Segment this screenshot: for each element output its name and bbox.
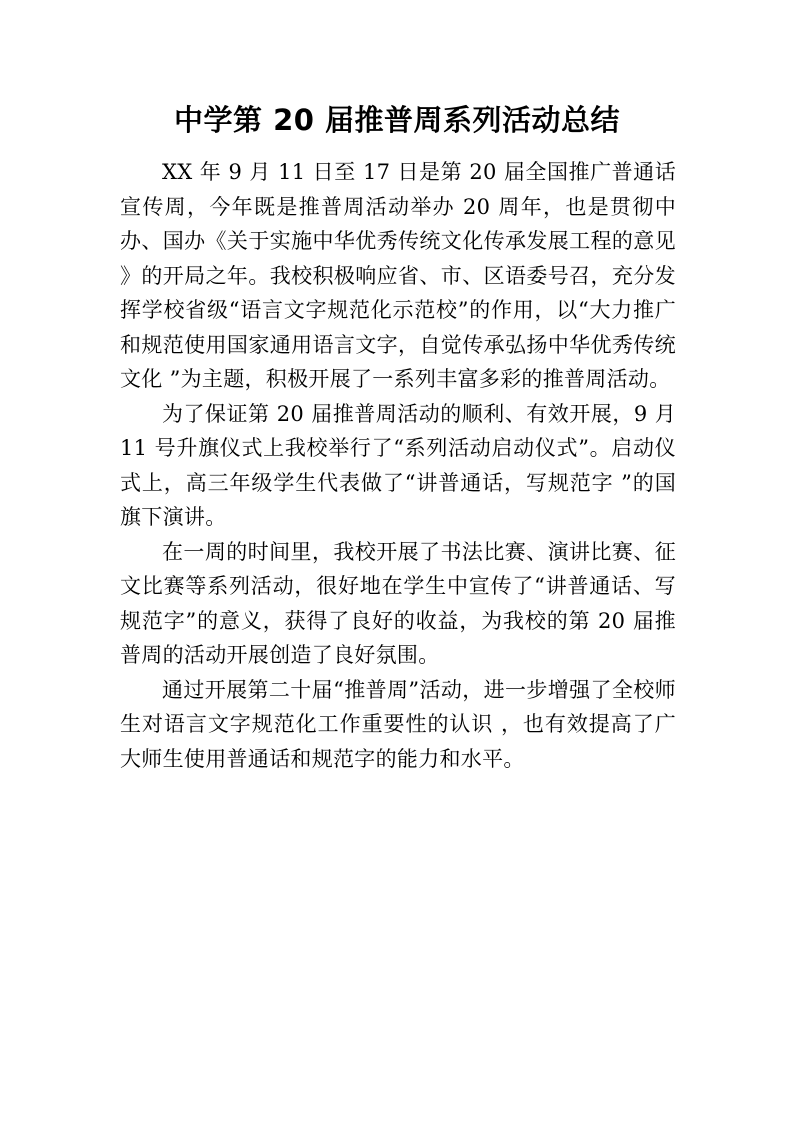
document-body	[120, 155, 676, 776]
paragraph-1: XX 年 9 月 11 日至 17 日是第 20 届全国推广普通话宣传周，今年既是推普周活动举办 20 周年，也是贯彻中办、国办《关于实施中华优秀传统文化传承发展工程的意见 》的开局之年。我校积极响应省、市、区语委号召，充分发挥学校省级“语言文字规范化示范校”的作用，以“大力推广和规范使用国家通用语言文字，自觉传承弘扬中华优秀传统文化 ”为主题，积极开展了一系列丰富多彩的推普周活动。	[120, 160, 676, 391]
paragraph-4: 通过开展第二十届“推普周”活动，进一步增强了全校师生对语言文字规范化工作重要性的认识 ，也有效提高了广大师生使用普通话和规范字的能力和水平。	[120, 677, 676, 771]
paragraph-2: 为了保证第 20 届推普周活动的顺利、有效开展，9 月 11 号升旗仪式上我校举行了“系列活动启动仪式”。启动仪式上，高三年级学生代表做了“讲普通话，写规范字 ”的国旗下演讲。	[120, 401, 676, 529]
document-title: 中学第 20 届推普周系列活动总结	[173, 103, 621, 137]
paragraph-3: 在一周的时间里，我校开展了书法比赛、演讲比赛、征文比赛等系列活动，很好地在学生中宣传了“讲普通话、写规范字”的意义，获得了良好的收益，为我校的第 20 届推普周的活动开展创造了良好氛围。	[120, 539, 676, 667]
